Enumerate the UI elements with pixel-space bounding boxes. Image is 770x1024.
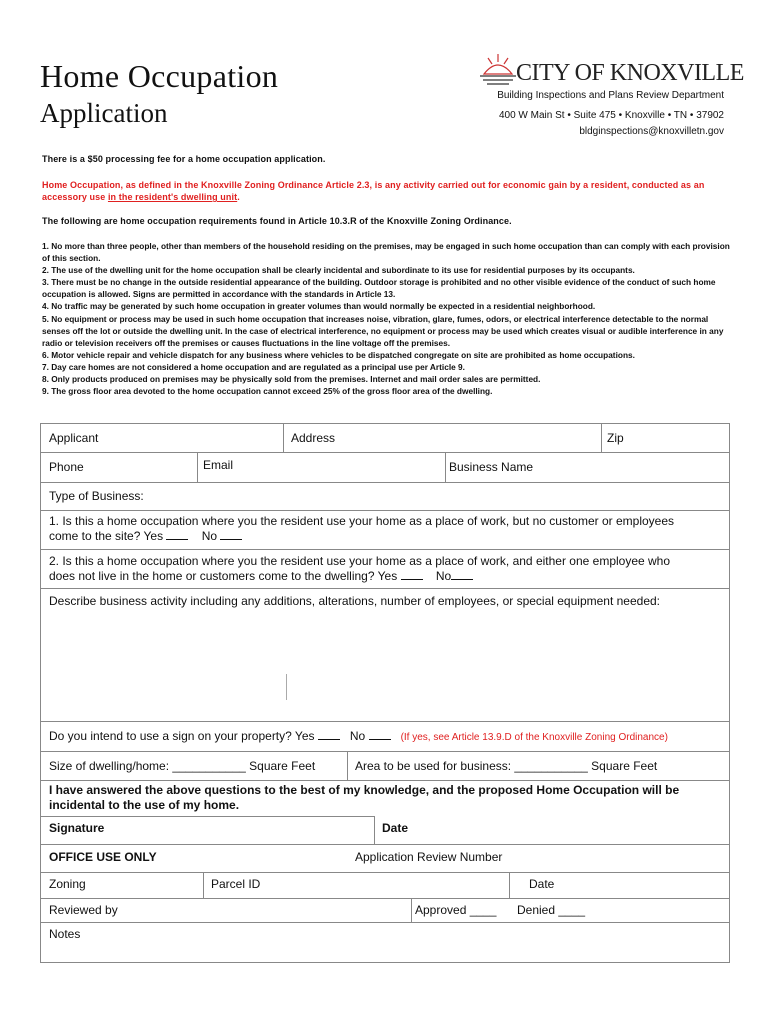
q2-no-blank[interactable] [451,569,473,580]
sign-note: (If yes, see Article 13.9.D of the Knoxville Zoning Ordinance) [400,732,668,743]
notes-field[interactable]: Notes [49,927,81,941]
approved-field[interactable]: Approved ____ [415,903,497,917]
signature-field[interactable]: Signature [49,821,105,835]
page-subtitle: Application [40,98,168,128]
requirements-list [42,240,732,397]
attestation-line-2: incidental to the use of my home. [49,798,240,812]
question-1-text: 1. Is this a home occupation where you the resident use your home as a place of work, but no customer or employees [49,514,675,528]
requirement-item: 6. Motor vehicle repair and vehicle dispatch for any business where vehicles to be dispatched congregate on site are prohibited as home occupations. [42,349,635,360]
date-field[interactable]: Date [382,821,409,835]
office-date-field[interactable]: Date [529,877,555,891]
phone-field[interactable]: Phone [49,460,84,474]
app-review-number-field[interactable]: Application Review Number [355,850,503,864]
q1-yes-blank[interactable] [166,529,188,540]
requirement-item: 4. No traffic may be generated by such home occupation in greater volumes than would normally be expected in a residential neighborhood. [42,301,596,312]
fee-notice: There is a $50 processing fee for a home occupation application. [42,154,326,164]
dwelling-size-field[interactable]: Size of dwelling/home: ___________ Square Feet [49,759,316,773]
sign-no-blank[interactable] [369,729,391,740]
email-field[interactable]: Email [203,458,234,472]
requirement-item: 1. No more than three people, other than members of the household residing on the premises, may be engaged in such home occupation than can comply with each provision of this section. [42,241,730,264]
zoning-field[interactable]: Zoning [49,877,86,891]
question-2-answer: does not live in the home or customers come to the dwelling? Yes No [49,569,473,583]
address-field[interactable]: Address [291,431,336,445]
q2-yes-blank[interactable] [401,569,423,580]
requirement-item: 8. Only products produced on premises may be physically sold from the premises. Internet and mail order sales are permitted. [42,374,541,385]
applicant-field[interactable]: Applicant [49,431,99,445]
denied-field[interactable]: Denied ____ [517,903,586,917]
sign-question: Do you intend to use a sign on your property? Yes No (If yes, see Article 13.9.D of the Knoxville Zoning Ordinance) [49,729,668,743]
dwelling-unit-underline: in the resident's dwelling unit [107,192,238,203]
department-address: 400 W Main St • Suite 475 • Knoxville • TN • 37902 [498,110,724,121]
office-use-heading: OFFICE USE ONLY [49,850,157,864]
requirements-lead: The following are home occupation requirements found in Article 10.3.R of the Knoxville Zoning Ordinance. [42,216,512,226]
requirement-item: 7. Day care homes are not considered a home occupation and are regulated as a principal use per Article 9. [42,361,465,372]
business-name-field[interactable]: Business Name [449,460,534,474]
parcel-id-field[interactable]: Parcel ID [211,877,261,891]
sign-yes-blank[interactable] [318,729,340,740]
requirement-item: 9. The gross floor area devoted to the home occupation cannot exceed 25% of the gross floor area of the dwelling. [42,386,493,397]
logo-text: CITY OF KNOXVILLE [516,60,744,86]
requirement-item: 5. No equipment or process may be used in such home occupation that increases noise, vibration, glare, fumes, odors, or electrical interference detectable to the normal senses off the lot or outside the dwelling unit. In the case of electrical interference, no equipment or process may be used which creates visual or audible interference in any radio or television receivers off the premises or causes fluctuations in the line voltage off the premises. [42,313,724,348]
reviewed-by-field[interactable]: Reviewed by [49,903,118,917]
page-title: Home Occupation [40,58,279,94]
definition-text: Home Occupation, as defined in the Knoxville Zoning Ordinance Article 2.3, is any activity carried out for economic gain by a resident, conducted as an accessory use in the resident's dwelling unit. [42,180,705,203]
question-1-answer: come to the site? Yes No [49,529,242,543]
application-form [40,423,730,963]
department-name: Building Inspections and Plans Review Department [497,90,724,101]
requirement-item: 2. The use of the dwelling unit for the home occupation shall be clearly incidental and subordinate to its use for residential purposes by its occupants. [42,265,635,276]
department-email: bldginspections@knoxvilletn.gov [579,126,724,137]
business-area-field[interactable]: Area to be used for business: ___________ Square Feet [355,759,658,773]
describe-activity-field[interactable]: Describe business activity including any additions, alterations, number of employees, or special equipment needed: [49,594,661,608]
question-2-text: 2. Is this a home occupation where you the resident use your home as a place of work, and either one employee who [49,554,671,568]
type-of-business-field[interactable]: Type of Business: [49,489,144,503]
attestation-line-1: I have answered the above questions to the best of my knowledge, and the proposed Home Occupation will be [49,783,680,797]
text-cursor [286,674,287,700]
zip-field[interactable]: Zip [607,431,624,445]
q1-no-blank[interactable] [220,529,242,540]
requirement-item: 3. There must be no change in the outside residential appearance of the building. Outdoor storage is prohibited and no other visible evidence of the conduct of such home occupation is allowed. Signs are permitted in accordance with the standards in Article 13. [42,277,716,300]
